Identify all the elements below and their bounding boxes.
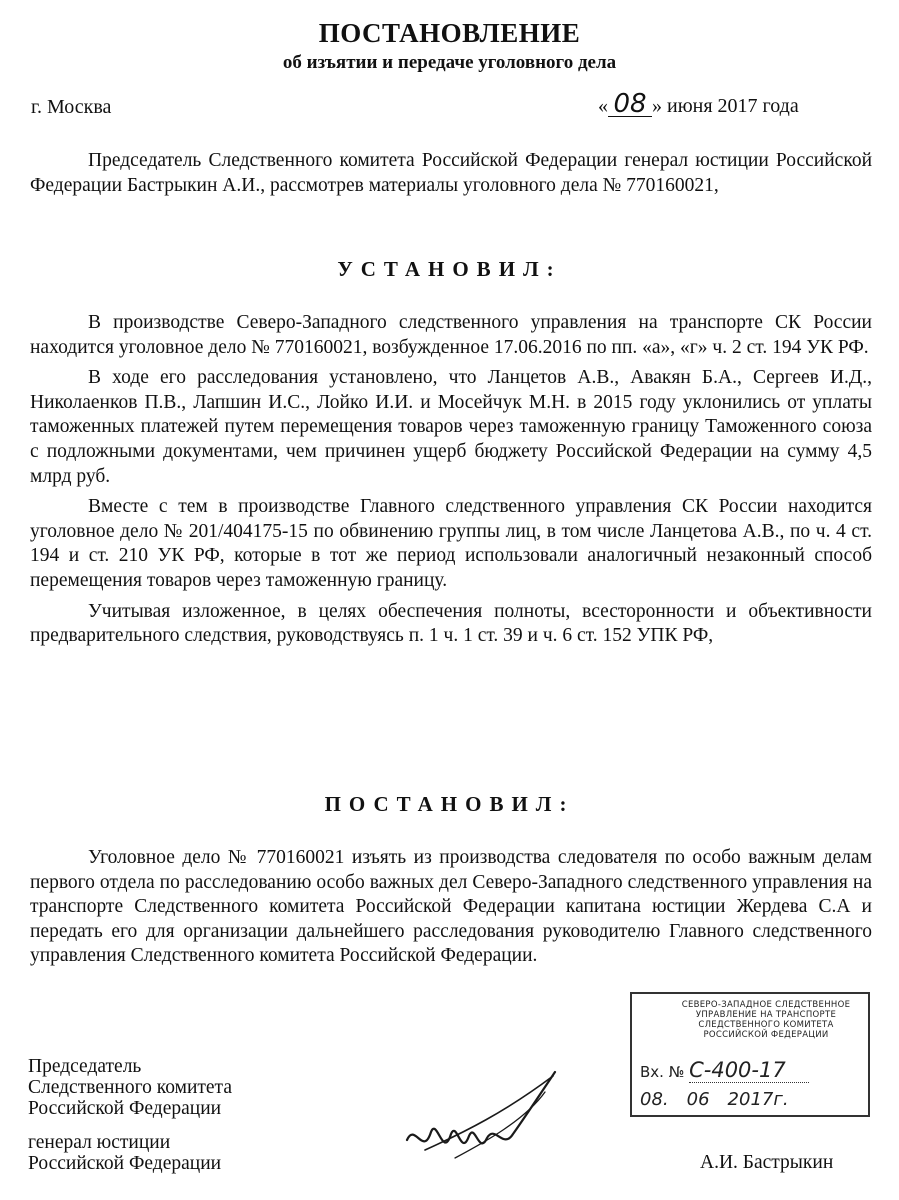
intro-paragraph: Председатель Следственного комитета Российской Федерации генерал юстиции Российской Федерации Бастрыкин А.И., рассмотрев материалы уголовного дела № 770160021, xyxy=(30,150,872,196)
date-suffix: » июня 2017 года xyxy=(652,95,799,117)
handwritten-signature xyxy=(395,1062,575,1172)
heading-established: УСТАНОВИЛ: xyxy=(337,257,562,281)
established-paragraph-2: В ходе его расследования установлено, что Ланцетов А.В., Авакян Б.А., Сергеев И.Д., Николаенков П.В., Лапшин И.С., Лойко И.И. и Мосейчук М.Н. в 2015 году уклонились от уплаты таможенных платежей путем перемещения товаров через таможенную границу Таможенного союза с подложными документами, чем причинен ущерб бюджету Российской Федерации на сумму 4,5 млрд руб. xyxy=(30,367,872,487)
date-prefix: « xyxy=(598,95,608,117)
stamp-organization xyxy=(632,994,868,1040)
document-date xyxy=(598,89,799,119)
heading-resolved: ПОСТАНОВИЛ: xyxy=(324,792,575,816)
document-title: ПОСТАНОВЛЕНИЕ xyxy=(318,18,581,48)
resolution-paragraph: Уголовное дело № 770160021 изъять из производства следователя по особо важным делам первого отдела по расследованию особо важных дел Северо-Западного следственного управления на транспорте Следственного комитета Российской Федерации капитана юстиции Жердева С.А и передать его для организации дальнейшего расследования руководителю Главного следственного управления Следственного комитета Российской Федерации. xyxy=(30,847,872,967)
signer-rank-line: Российской Федерации xyxy=(28,1153,222,1174)
date-day: 08 xyxy=(608,92,652,117)
established-paragraph-3: Вместе с тем в производстве Главного следственного управления СК России находится уголовное дело № 201/404175-15 по обвинению группы лиц, в том числе Ланцетова А.В., по ч. 4 ст. 194 и ст. 210 УК РФ, которые в тот же период использовали аналогичный незаконный способ перемещения товаров через таможенную границу. xyxy=(30,496,872,591)
stamp-incoming-number xyxy=(640,1058,809,1083)
stamp-in-label: Вх. № xyxy=(640,1063,685,1081)
resolution-block xyxy=(30,846,872,969)
signer-position-line: Следственного комитета xyxy=(28,1077,232,1098)
stamp-date-day: 08. xyxy=(640,1089,669,1110)
incoming-registration-stamp xyxy=(630,992,870,1117)
stamp-org-line: СЕВЕРО-ЗАПАДНОЕ СЛЕДСТВЕННОЕ xyxy=(681,1000,851,1010)
stamp-org-line: УПРАВЛЕНИЕ НА ТРАНСПОРТЕ xyxy=(695,1010,837,1020)
established-paragraph-4: Учитывая изложенное, в целях обеспечения полноты, всесторонности и объективности предварительного следствия, руководствуясь п. 1 ч. 1 ст. 39 и ч. 6 ст. 152 УПК РФ, xyxy=(30,600,872,647)
established-block xyxy=(30,311,872,649)
city: г. Москва xyxy=(31,96,112,118)
stamp-date-month: 06 xyxy=(686,1089,710,1110)
signer-rank xyxy=(28,1132,221,1174)
signer-position-line: Российской Федерации xyxy=(28,1098,222,1119)
stamp-org-line: СЛЕДСТВЕННОГО КОМИТЕТА xyxy=(698,1020,834,1030)
stamp-date xyxy=(640,1089,807,1110)
established-paragraph-1: В производстве Северо-Западного следственного управления на транспорте СК России находится уголовное дело № 770160021, возбужденное 17.06.2016 по пп. «а», «г» ч. 2 ст. 194 УК РФ. xyxy=(30,312,872,358)
signer-rank-line: генерал юстиции xyxy=(28,1132,171,1153)
signer-name: А.И. Бастрыкин xyxy=(700,1152,834,1173)
stamp-in-number: С-400-17 xyxy=(689,1058,809,1083)
signer-position-line: Председатель xyxy=(28,1056,142,1077)
stamp-date-year: 2017г. xyxy=(727,1089,789,1110)
intro-block xyxy=(30,149,872,198)
document-subtitle: об изъятии и передаче уголовного дела xyxy=(282,52,617,73)
signer-position xyxy=(28,1056,232,1119)
stamp-org-line: РОССИЙСКОЙ ФЕДЕРАЦИИ xyxy=(703,1030,829,1040)
